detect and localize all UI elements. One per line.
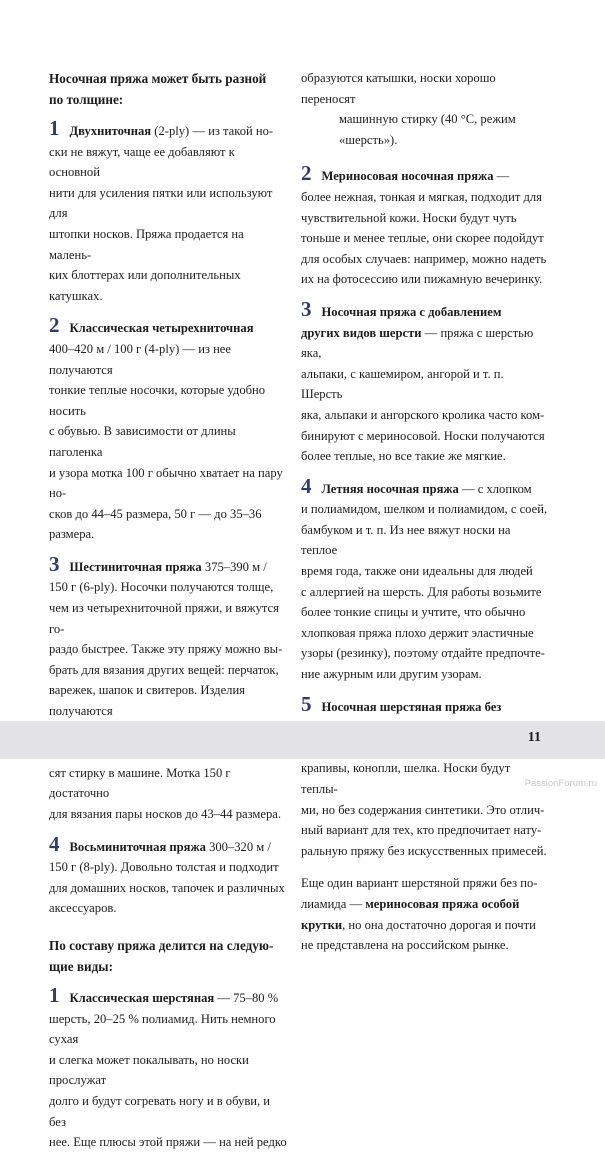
item-title: Классическая четырехниточная: [69, 321, 254, 336]
item-number: 2: [49, 313, 60, 338]
item-title: Классическая шерстяная: [69, 990, 215, 1005]
right-column: [301, 68, 548, 966]
item-title: Носочная шерстяная пряжа без: [321, 699, 502, 714]
list-item: 1 Двухниточная (2-ply) — из такой но- ски не вяжут, чаще ее добавляют к основной нити для усиления пятки или используют для штопки носков. Пряжа продается на малень- ких блоттерах или дополнительных катушках.: [49, 116, 274, 303]
item-number: 2: [301, 161, 312, 186]
list-item: 5 Носочная шерстяная пряжа без крапивы, конопли, шелка. Носки будут теплы- ми, но без содержания синтетики. Это отлич- ный вариант для тех, кто предпочитает нату- ральную пряжу без искусственных примесей.: [301, 691, 547, 858]
list-item: 4 Восьминиточная пряжа 300–320 м / 150 г (8-ply). Довольно толстая и подходит для домашних носков, тапочек и различных аксессуаров.: [49, 831, 285, 916]
item-title: Мериносовая носочная пряжа: [321, 169, 494, 184]
item-title: Летняя носочная пряжа: [321, 481, 459, 496]
item-number: 5: [301, 691, 312, 716]
list-item: 2 Классическая четырехниточная 400–420 м / 100 г (4-ply) — из нее получаются тонкие теплые носочки, которые удобно носить с обувью. В зависимости от длины паголенка и узора мотка 100 г обычно хватает на пару но- сков до 44–45 размера, 50 г — до 35–36 размера.: [49, 313, 283, 542]
item-title: Двухниточная: [69, 124, 152, 138]
item-number: 4: [49, 831, 60, 856]
list-item: 3 Носочная пряжа с добавлением других видов шерсти — пряжа с шерстью яка, альпаки, с кашемиром, ангорой и т. п. Шерсть яка, альпаки и ангорского кролика часто ком- бинируют с мериносовой. Носки получаются более теплые, но все такие же мягкие.: [301, 296, 545, 464]
list-item: 2 Мериносовая носочная пряжа — более нежная, тонкая и мягкая, подходит для чувствительной кожи. Носки будут чуть тоньше и менее теплые, они скорее подойдут для особых случаев: например, можно надеть их на фотосессию или пижамную вечеринку.: [301, 161, 547, 287]
left-column: [49, 68, 287, 1163]
closing-paragraph: Еще один вариант шерстяной пряжи без по- лиамида — мериносовая пряжа особой крутки, но она достаточно дорогая и почти не представлена на российском рынке.: [301, 876, 538, 953]
item-number: 3: [49, 551, 60, 576]
page-footer-bar: [0, 721, 605, 759]
item-number: 4: [301, 473, 312, 498]
list-item: 4 Летняя носочная пряжа — с хлопком и полиамидом, шелком и полиамидом, с соей, бамбуком и т. п. Из нее вяжут носки на теплое время года, также они идеальны для людей с аллергией на шерсть. Для работы возьмите более тонкие спицы и учтите, что обычно хлопковая пряжа плохо держит эластичные узоры (резинку), поэтому отдайте предпочте- ние ажурным или другим узорам.: [301, 473, 548, 682]
item-number: 1: [49, 982, 60, 1007]
item-title: Носочная пряжа с добавлением: [321, 304, 502, 319]
item-number: 1: [49, 116, 60, 140]
item-title: Восьминиточная пряжа: [69, 839, 206, 854]
list-item: 1 Классическая шерстяная — 75–80 % шерсть, 20–25 % полиамид. Нить немного сухая и слегка может покалывать, но носки прослужат долго и будут согревать ногу и в обуви, и без нее. Еще плюсы этой пряжи — на ней редко: [49, 982, 287, 1150]
item-number: 3: [301, 296, 312, 321]
watermark: PassionForum.ru: [524, 778, 597, 789]
section-heading-composition: По составу пряжа делится на следую- щие виды:: [49, 937, 274, 974]
continued-text: образуются катышки, носки хорошо переносят машинную стирку (40 °С, режим «шерсть»).: [301, 71, 516, 147]
page-number: 11: [527, 730, 541, 745]
item-title: Шестиниточная пряжа: [69, 559, 202, 574]
section-heading-thickness: Носочная пряжа может быть разной по толщине:: [49, 71, 267, 107]
list-item: 3 Шестиниточная пряжа 375–390 м / 150 г (6-ply). Носочки получаются толще, чем из четырехниточной пряжи, и вяжутся го- раздо быстрее. Также эту пряжу можно вы- брать для вязания других вещей: перчаток, варежек, шапок и свитеров. Изделия получаются сят стирку в машине. Мотка 150 г достаточно для вязания пары носков до 43–44 размера.: [49, 551, 283, 821]
